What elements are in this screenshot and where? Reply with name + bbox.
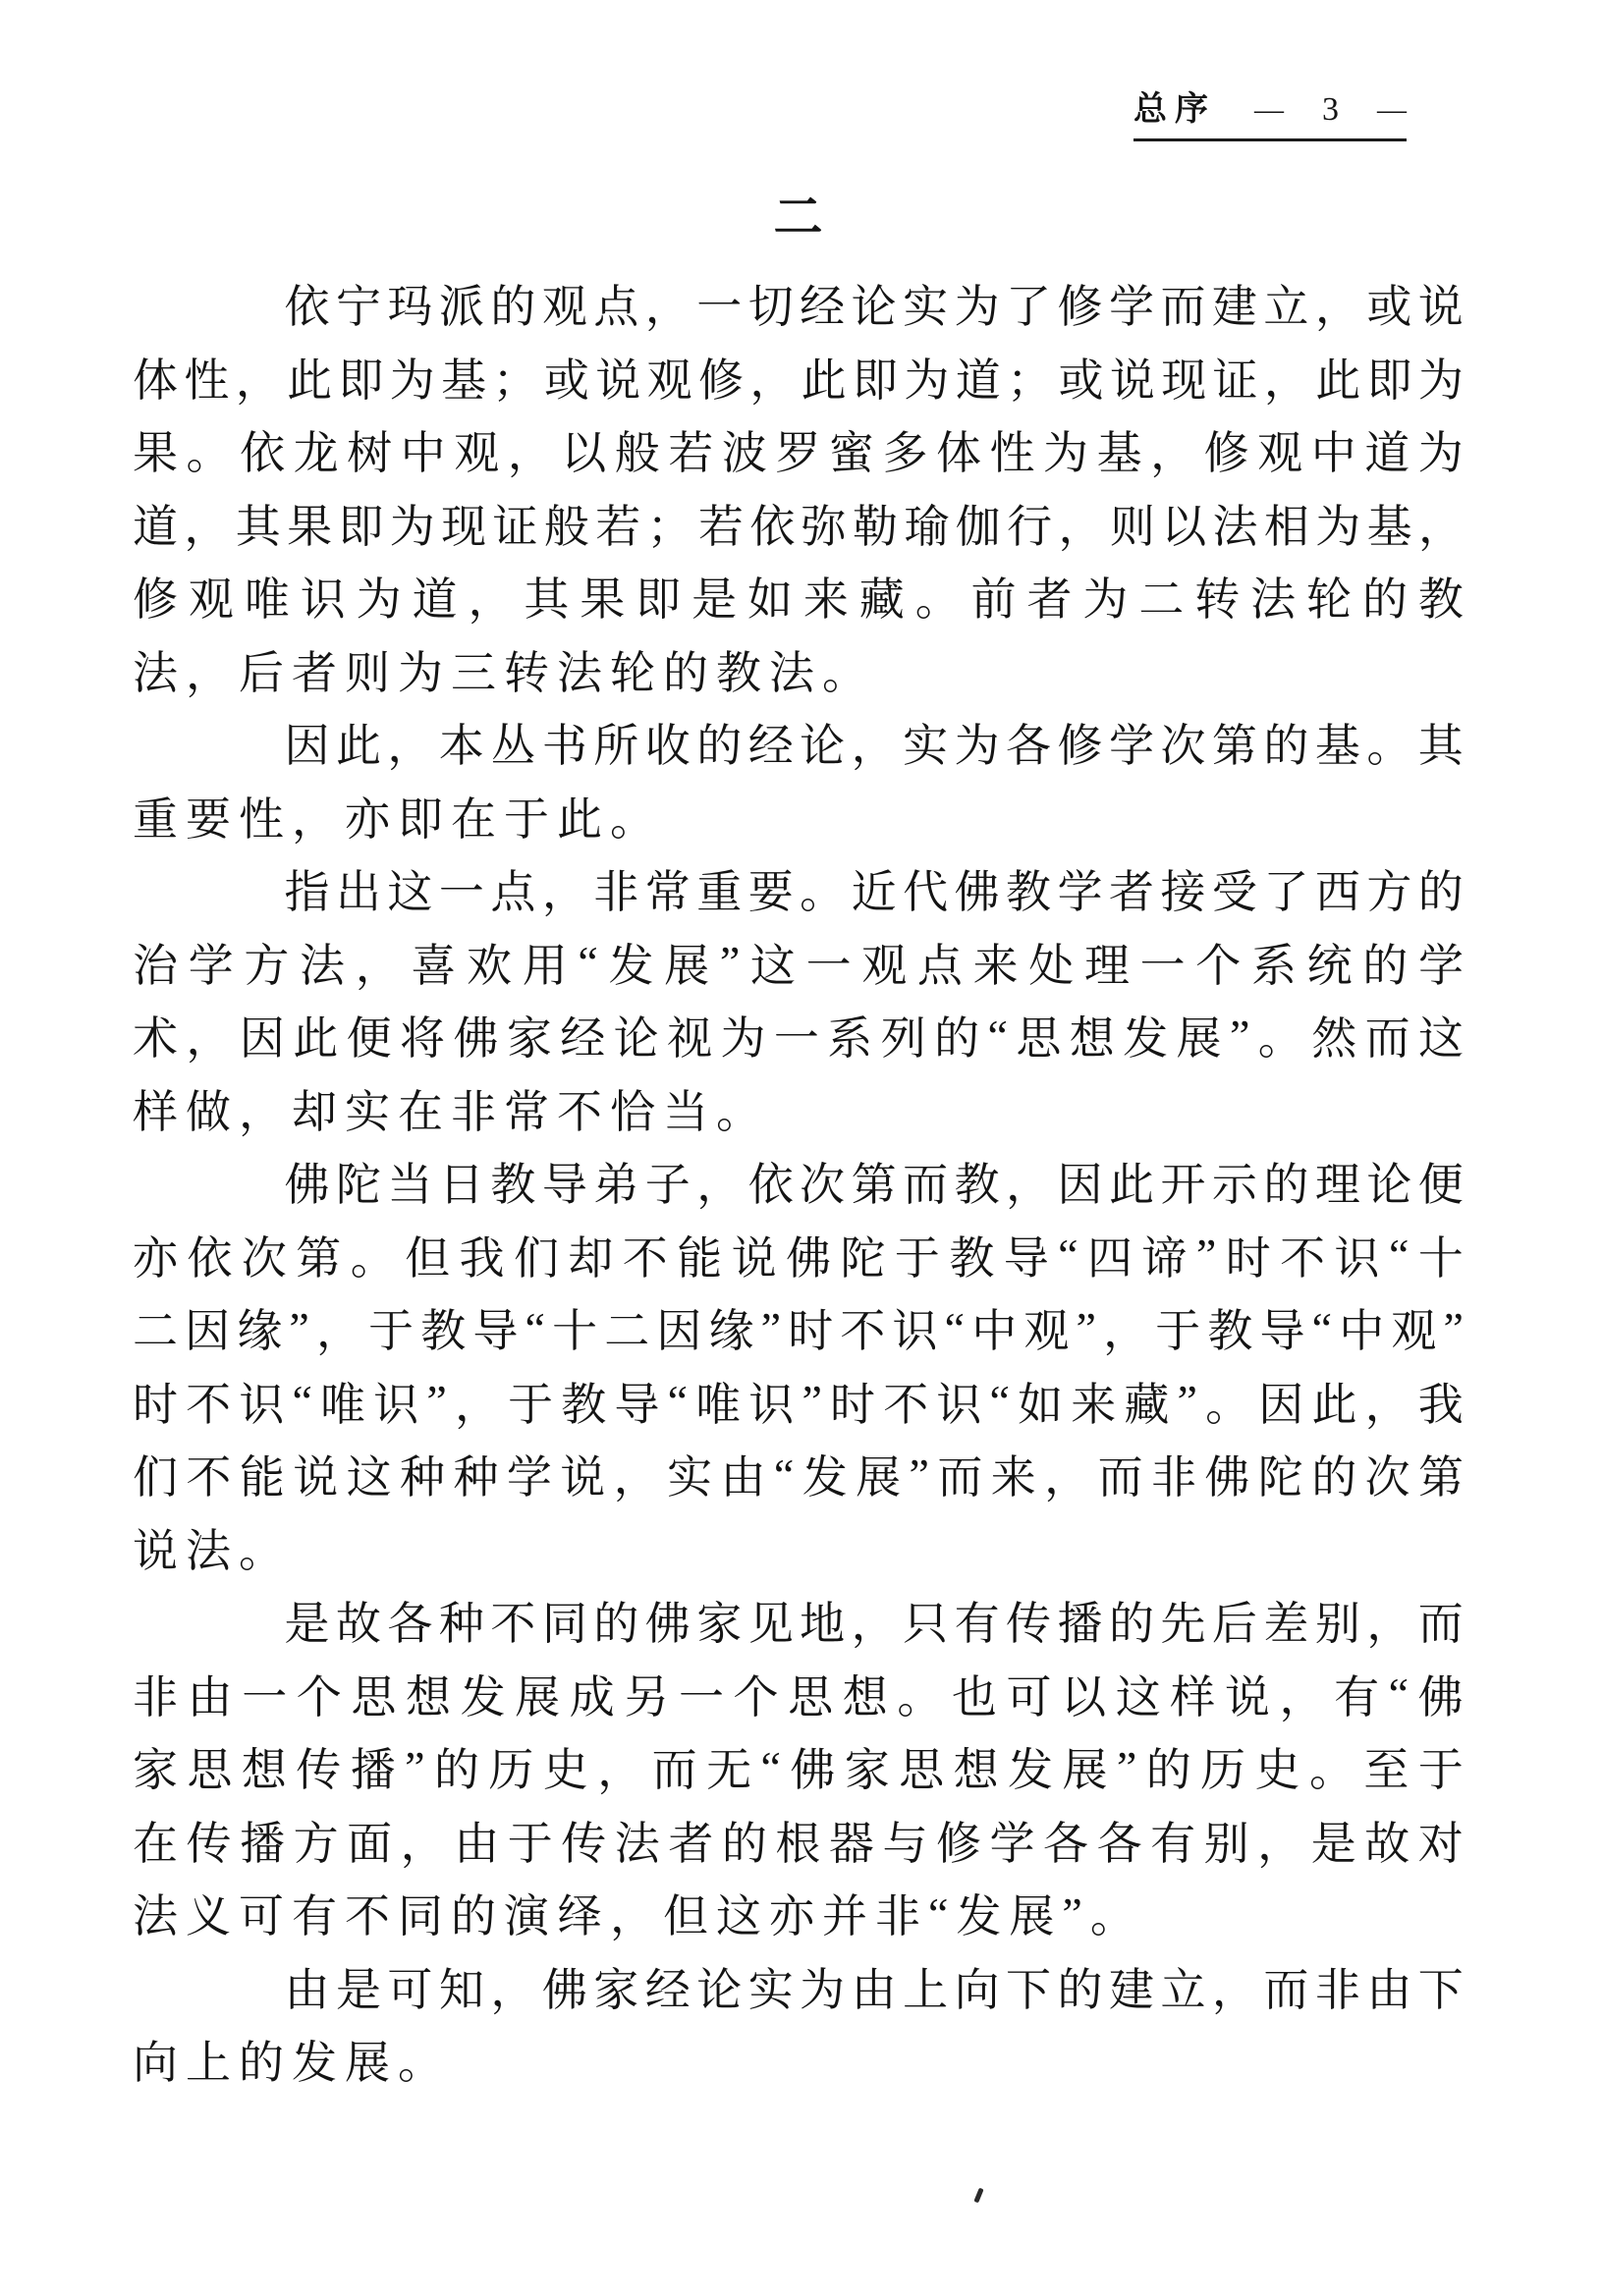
header-section-title: 总序 [1133,91,1216,128]
scan-speck-artifact [973,2188,983,2204]
text-line: 修 观 唯 识 为 道 ， 其 果 即 是 如 来 藏 。 前 者 为 二 转 法 轮 的 教 [133,574,1464,626]
section-title: 二 [773,190,823,245]
header-page-number: 3 [1322,91,1339,128]
text-line: 是 故 各 种 不 同 的 佛 家 见 地 ， 只 有 传 播 的 先 后 差 别 ， 而 [284,1599,1464,1650]
paragraph [133,267,1464,706]
text-line: 向 上 的 发 展 。 [133,2038,443,2089]
text-line: 法 义 可 有 不 同 的 演 绎 ， 但 这 亦 并 非 “ 发 展 ” 。 [133,1887,1135,1942]
text-line: 佛 陀 当 日 教 导 弟 子 ， 依 次 第 而 教 ， 因 此 开 示 的 理 论 便 [284,1160,1464,1211]
text-line: 样 做 ， 却 实 在 非 常 不 恰 当 。 [133,1086,761,1137]
text-line: 果 。 依 龙 树 中 观 ， 以 般 若 波 罗 蜜 多 体 性 为 基 ， 修 观 中 道 为 [133,428,1464,479]
text-line: 体 性 ， 此 即 为 基 ； 或 说 观 修 ， 此 即 为 道 ； 或 说 现 证 ， 此 即 为 [133,355,1464,406]
text-line: 亦 依 次 第 。 但 我 们 却 不 能 说 佛 陀 于 教 导 “ 四 谛 ” 时 不 识 “ 十 [133,1230,1464,1284]
text-line: 道 ， 其 果 即 为 现 证 般 若 ； 若 依 弥 勒 瑜 伽 行 ， 则 以 法 相 为 基 ， [133,501,1464,552]
text-line: 依 宁 玛 派 的 观 点 ， 一 切 经 论 实 为 了 修 学 而 建 立 ， 或 说 [284,282,1464,333]
paragraph [133,1145,1464,1584]
text-line: 们 不 能 说 这 种 种 学 说 ， 实 由 “ 发 展 ” 而 来 ， 而 非 佛 陀 的 次 第 [133,1449,1464,1503]
text-line: 家 思 想 传 播 ” 的 历 史 ， 而 无 “ 佛 家 思 想 发 展 ” 的 历 史 。 至 于 [133,1741,1464,1796]
header-dash-left: — [1254,93,1284,126]
text-line: 指 出 这 一 点 ， 非 常 重 要 。 近 代 佛 教 学 者 接 受 了 西 方 的 [284,867,1464,918]
paragraph [133,706,1464,852]
paragraph [133,1584,1464,1950]
text-line: 非 由 一 个 思 想 发 展 成 另 一 个 思 想 。 也 可 以 这 样 说 ， 有 “ 佛 [133,1668,1464,1722]
header-dash-right: — [1377,93,1407,126]
text-line: 治 学 方 法 ， 喜 欢 用 “ 发 展 ” 这 一 观 点 来 处 理 一 个 系 统 的 学 [133,937,1464,991]
text-line: 在 传 播 方 面 ， 由 于 传 法 者 的 根 器 与 修 学 各 各 有 别 ， 是 故 对 [133,1818,1464,1869]
text-line: 重 要 性 ， 亦 即 在 于 此 。 [133,793,655,845]
text-line: 二 因 缘 ” ， 于 教 导 “ 十 二 因 缘 ” 时 不 识 “ 中 观 ” ， 于 教 导 “ 中 观 ” [133,1302,1464,1357]
text-line: 说 法 。 [133,1525,284,1576]
text-line: 法 ， 后 者 则 为 三 转 法 轮 的 教 法 。 [133,647,867,698]
paragraph [133,1950,1464,2097]
text-block [133,267,1464,2097]
page-header [1133,90,1407,141]
text-line: 由 是 可 知 ， 佛 家 经 论 实 为 由 上 向 下 的 建 立 ， 而 非 由 下 [284,1964,1464,2015]
text-line: 术 ， 因 此 便 将 佛 家 经 论 视 为 一 系 列 的 “ 思 想 发 展 ” 。 然 而 这 [133,1010,1464,1065]
text-line: 时 不 识 “ 唯 识 ” ， 于 教 导 “ 唯 识 ” 时 不 识 “ 如 来 藏 ” 。 因 此 ， 我 [133,1376,1464,1430]
paragraph [133,852,1464,1145]
text-line: 因 此 ， 本 丛 书 所 收 的 经 论 ， 实 为 各 修 学 次 第 的 基 。 其 [284,721,1464,772]
